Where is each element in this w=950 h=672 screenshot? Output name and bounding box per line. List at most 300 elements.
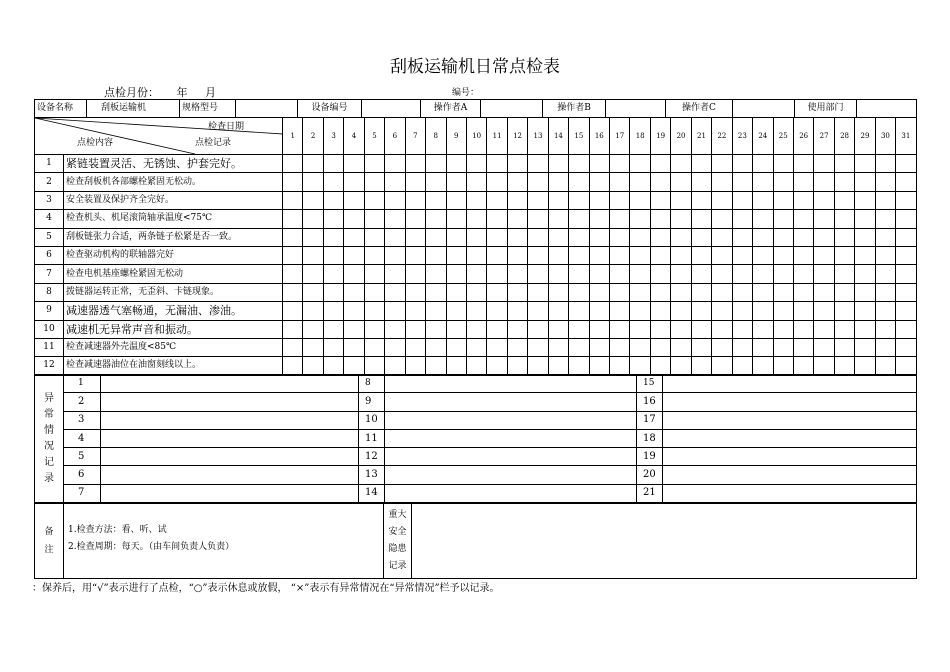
check-cell[interactable] [405, 283, 425, 301]
check-cell[interactable] [630, 320, 650, 338]
check-cell[interactable] [896, 302, 916, 320]
check-cell[interactable] [569, 320, 589, 338]
check-cell[interactable] [405, 228, 425, 246]
check-cell[interactable] [875, 210, 895, 228]
check-cell[interactable] [385, 265, 405, 283]
abnormal-entry[interactable] [101, 375, 359, 393]
check-cell[interactable] [385, 228, 405, 246]
check-cell[interactable] [855, 283, 875, 301]
check-cell[interactable] [405, 173, 425, 191]
check-cell[interactable] [283, 283, 303, 301]
check-cell[interactable] [855, 228, 875, 246]
check-cell[interactable] [466, 155, 486, 173]
abnormal-entry[interactable] [663, 393, 917, 411]
check-cell[interactable] [793, 338, 813, 356]
check-cell[interactable] [446, 302, 466, 320]
check-cell[interactable] [426, 210, 446, 228]
check-cell[interactable] [426, 173, 446, 191]
check-cell[interactable] [630, 283, 650, 301]
check-cell[interactable] [896, 265, 916, 283]
check-cell[interactable] [589, 228, 609, 246]
abnormal-entry[interactable] [663, 484, 917, 502]
abnormal-entry[interactable] [385, 484, 637, 502]
check-cell[interactable] [732, 173, 752, 191]
check-cell[interactable] [793, 228, 813, 246]
check-cell[interactable] [344, 155, 364, 173]
check-cell[interactable] [834, 283, 854, 301]
check-cell[interactable] [671, 283, 691, 301]
check-cell[interactable] [589, 283, 609, 301]
check-cell[interactable] [630, 210, 650, 228]
abnormal-entry[interactable] [101, 429, 359, 447]
check-cell[interactable] [507, 210, 527, 228]
check-cell[interactable] [548, 320, 568, 338]
check-cell[interactable] [691, 302, 711, 320]
check-cell[interactable] [426, 228, 446, 246]
check-cell[interactable] [466, 173, 486, 191]
check-cell[interactable] [323, 155, 343, 173]
check-cell[interactable] [487, 302, 507, 320]
check-cell[interactable] [426, 357, 446, 375]
check-cell[interactable] [507, 228, 527, 246]
check-cell[interactable] [610, 191, 630, 209]
abnormal-entry[interactable] [385, 448, 637, 466]
check-cell[interactable] [548, 210, 568, 228]
check-cell[interactable] [834, 357, 854, 375]
check-cell[interactable] [405, 210, 425, 228]
check-cell[interactable] [283, 302, 303, 320]
check-cell[interactable] [630, 357, 650, 375]
check-cell[interactable] [364, 265, 384, 283]
check-cell[interactable] [712, 191, 732, 209]
check-cell[interactable] [487, 155, 507, 173]
check-cell[interactable] [712, 283, 732, 301]
check-cell[interactable] [712, 302, 732, 320]
check-cell[interactable] [834, 155, 854, 173]
check-cell[interactable] [405, 320, 425, 338]
abnormal-entry[interactable] [663, 375, 917, 393]
check-cell[interactable] [528, 155, 548, 173]
check-cell[interactable] [855, 357, 875, 375]
check-cell[interactable] [446, 320, 466, 338]
check-cell[interactable] [303, 338, 323, 356]
check-cell[interactable] [753, 357, 773, 375]
check-cell[interactable] [507, 246, 527, 264]
check-cell[interactable] [875, 173, 895, 191]
abnormal-entry[interactable] [663, 466, 917, 484]
check-cell[interactable] [875, 357, 895, 375]
check-cell[interactable] [712, 246, 732, 264]
check-cell[interactable] [610, 320, 630, 338]
check-cell[interactable] [855, 302, 875, 320]
check-cell[interactable] [364, 283, 384, 301]
check-cell[interactable] [793, 357, 813, 375]
check-cell[interactable] [426, 338, 446, 356]
check-cell[interactable] [507, 155, 527, 173]
check-cell[interactable] [344, 357, 364, 375]
check-cell[interactable] [344, 320, 364, 338]
check-cell[interactable] [773, 338, 793, 356]
check-cell[interactable] [323, 283, 343, 301]
department-value[interactable] [857, 100, 917, 118]
check-cell[interactable] [896, 155, 916, 173]
operator-a-value[interactable] [481, 100, 543, 118]
check-cell[interactable] [528, 210, 548, 228]
check-cell[interactable] [528, 283, 548, 301]
check-cell[interactable] [896, 173, 916, 191]
check-cell[interactable] [385, 210, 405, 228]
check-cell[interactable] [364, 246, 384, 264]
check-cell[interactable] [650, 283, 670, 301]
check-cell[interactable] [589, 173, 609, 191]
check-cell[interactable] [834, 320, 854, 338]
check-cell[interactable] [650, 246, 670, 264]
check-cell[interactable] [364, 210, 384, 228]
check-cell[interactable] [303, 357, 323, 375]
check-cell[interactable] [589, 320, 609, 338]
check-cell[interactable] [323, 320, 343, 338]
check-cell[interactable] [732, 283, 752, 301]
check-cell[interactable] [814, 228, 834, 246]
check-cell[interactable] [569, 283, 589, 301]
check-cell[interactable] [834, 228, 854, 246]
check-cell[interactable] [487, 173, 507, 191]
model-value[interactable] [236, 100, 298, 118]
check-cell[interactable] [446, 228, 466, 246]
check-cell[interactable] [773, 302, 793, 320]
check-cell[interactable] [589, 191, 609, 209]
check-cell[interactable] [446, 173, 466, 191]
check-cell[interactable] [732, 338, 752, 356]
check-cell[interactable] [834, 173, 854, 191]
check-cell[interactable] [364, 191, 384, 209]
check-cell[interactable] [569, 173, 589, 191]
check-cell[interactable] [323, 173, 343, 191]
check-cell[interactable] [834, 338, 854, 356]
check-cell[interactable] [753, 210, 773, 228]
check-cell[interactable] [344, 338, 364, 356]
check-cell[interactable] [446, 357, 466, 375]
check-cell[interactable] [753, 283, 773, 301]
check-cell[interactable] [896, 283, 916, 301]
check-cell[interactable] [650, 155, 670, 173]
check-cell[interactable] [426, 265, 446, 283]
check-cell[interactable] [671, 210, 691, 228]
check-cell[interactable] [446, 265, 466, 283]
check-cell[interactable] [671, 357, 691, 375]
check-cell[interactable] [712, 265, 732, 283]
check-cell[interactable] [610, 228, 630, 246]
check-cell[interactable] [507, 265, 527, 283]
check-cell[interactable] [753, 173, 773, 191]
abnormal-entry[interactable] [101, 411, 359, 429]
check-cell[interactable] [610, 210, 630, 228]
check-cell[interactable] [753, 155, 773, 173]
check-cell[interactable] [650, 265, 670, 283]
check-cell[interactable] [385, 357, 405, 375]
check-cell[interactable] [650, 320, 670, 338]
check-cell[interactable] [405, 155, 425, 173]
check-cell[interactable] [569, 357, 589, 375]
check-cell[interactable] [303, 191, 323, 209]
check-cell[interactable] [466, 320, 486, 338]
check-cell[interactable] [528, 228, 548, 246]
check-cell[interactable] [896, 228, 916, 246]
check-cell[interactable] [753, 265, 773, 283]
check-cell[interactable] [589, 357, 609, 375]
check-cell[interactable] [671, 228, 691, 246]
check-cell[interactable] [855, 191, 875, 209]
abnormal-entry[interactable] [663, 429, 917, 447]
check-cell[interactable] [732, 357, 752, 375]
check-cell[interactable] [773, 228, 793, 246]
major-hazard-record[interactable] [412, 504, 917, 579]
check-cell[interactable] [610, 155, 630, 173]
check-cell[interactable] [589, 210, 609, 228]
check-cell[interactable] [303, 283, 323, 301]
check-cell[interactable] [303, 210, 323, 228]
check-cell[interactable] [283, 338, 303, 356]
check-cell[interactable] [773, 357, 793, 375]
check-cell[interactable] [875, 191, 895, 209]
abnormal-entry[interactable] [101, 448, 359, 466]
check-cell[interactable] [323, 357, 343, 375]
check-cell[interactable] [283, 265, 303, 283]
check-cell[interactable] [528, 357, 548, 375]
check-cell[interactable] [814, 283, 834, 301]
check-cell[interactable] [283, 191, 303, 209]
check-cell[interactable] [671, 302, 691, 320]
check-cell[interactable] [773, 320, 793, 338]
check-cell[interactable] [834, 191, 854, 209]
check-cell[interactable] [283, 357, 303, 375]
check-cell[interactable] [487, 357, 507, 375]
equipment-no-value[interactable] [362, 100, 421, 118]
check-cell[interactable] [323, 246, 343, 264]
check-cell[interactable] [303, 302, 323, 320]
check-cell[interactable] [712, 320, 732, 338]
check-cell[interactable] [344, 302, 364, 320]
check-cell[interactable] [589, 302, 609, 320]
check-cell[interactable] [753, 228, 773, 246]
check-cell[interactable] [793, 283, 813, 301]
check-cell[interactable] [548, 283, 568, 301]
check-cell[interactable] [569, 210, 589, 228]
check-cell[interactable] [773, 173, 793, 191]
check-cell[interactable] [630, 265, 650, 283]
check-cell[interactable] [385, 155, 405, 173]
check-cell[interactable] [344, 210, 364, 228]
check-cell[interactable] [344, 283, 364, 301]
check-cell[interactable] [630, 155, 650, 173]
check-cell[interactable] [875, 320, 895, 338]
check-cell[interactable] [385, 191, 405, 209]
check-cell[interactable] [753, 320, 773, 338]
check-cell[interactable] [405, 246, 425, 264]
check-cell[interactable] [548, 155, 568, 173]
check-cell[interactable] [814, 320, 834, 338]
check-cell[interactable] [385, 302, 405, 320]
check-cell[interactable] [569, 228, 589, 246]
check-cell[interactable] [650, 302, 670, 320]
check-cell[interactable] [405, 302, 425, 320]
check-cell[interactable] [589, 338, 609, 356]
check-cell[interactable] [630, 173, 650, 191]
check-cell[interactable] [344, 265, 364, 283]
check-cell[interactable] [405, 191, 425, 209]
check-cell[interactable] [446, 210, 466, 228]
check-cell[interactable] [385, 173, 405, 191]
check-cell[interactable] [834, 265, 854, 283]
check-cell[interactable] [691, 338, 711, 356]
check-cell[interactable] [426, 191, 446, 209]
check-cell[interactable] [875, 246, 895, 264]
check-cell[interactable] [671, 338, 691, 356]
check-cell[interactable] [487, 210, 507, 228]
check-cell[interactable] [507, 338, 527, 356]
check-cell[interactable] [650, 173, 670, 191]
check-cell[interactable] [855, 320, 875, 338]
check-cell[interactable] [814, 210, 834, 228]
check-cell[interactable] [589, 265, 609, 283]
check-cell[interactable] [712, 338, 732, 356]
check-cell[interactable] [793, 246, 813, 264]
check-cell[interactable] [671, 265, 691, 283]
check-cell[interactable] [610, 302, 630, 320]
check-cell[interactable] [569, 246, 589, 264]
check-cell[interactable] [364, 320, 384, 338]
check-cell[interactable] [466, 302, 486, 320]
operator-b-value[interactable] [606, 100, 666, 118]
check-cell[interactable] [426, 246, 446, 264]
check-cell[interactable] [303, 265, 323, 283]
check-cell[interactable] [855, 265, 875, 283]
check-cell[interactable] [691, 320, 711, 338]
check-cell[interactable] [712, 173, 732, 191]
check-cell[interactable] [732, 155, 752, 173]
check-cell[interactable] [569, 338, 589, 356]
check-cell[interactable] [732, 246, 752, 264]
check-cell[interactable] [691, 283, 711, 301]
check-cell[interactable] [323, 265, 343, 283]
check-cell[interactable] [507, 320, 527, 338]
check-cell[interactable] [466, 338, 486, 356]
check-cell[interactable] [671, 320, 691, 338]
check-cell[interactable] [487, 265, 507, 283]
check-cell[interactable] [773, 191, 793, 209]
check-cell[interactable] [691, 173, 711, 191]
check-cell[interactable] [650, 357, 670, 375]
check-cell[interactable] [691, 357, 711, 375]
check-cell[interactable] [630, 191, 650, 209]
abnormal-entry[interactable] [385, 429, 637, 447]
check-cell[interactable] [487, 228, 507, 246]
check-cell[interactable] [610, 283, 630, 301]
check-cell[interactable] [610, 246, 630, 264]
abnormal-entry[interactable] [663, 448, 917, 466]
check-cell[interactable] [548, 338, 568, 356]
check-cell[interactable] [283, 228, 303, 246]
check-cell[interactable] [528, 265, 548, 283]
check-cell[interactable] [814, 357, 834, 375]
check-cell[interactable] [650, 191, 670, 209]
check-cell[interactable] [466, 228, 486, 246]
check-cell[interactable] [385, 320, 405, 338]
check-cell[interactable] [528, 246, 548, 264]
check-cell[interactable] [875, 265, 895, 283]
check-cell[interactable] [855, 173, 875, 191]
check-cell[interactable] [385, 283, 405, 301]
check-cell[interactable] [589, 155, 609, 173]
check-cell[interactable] [793, 265, 813, 283]
check-cell[interactable] [303, 228, 323, 246]
check-cell[interactable] [814, 173, 834, 191]
check-cell[interactable] [344, 173, 364, 191]
check-cell[interactable] [364, 155, 384, 173]
check-cell[interactable] [487, 191, 507, 209]
check-cell[interactable] [875, 228, 895, 246]
check-cell[interactable] [896, 338, 916, 356]
check-cell[interactable] [630, 338, 650, 356]
check-cell[interactable] [323, 228, 343, 246]
check-cell[interactable] [364, 357, 384, 375]
check-cell[interactable] [732, 191, 752, 209]
check-cell[interactable] [691, 265, 711, 283]
check-cell[interactable] [426, 283, 446, 301]
check-cell[interactable] [364, 228, 384, 246]
check-cell[interactable] [753, 302, 773, 320]
check-cell[interactable] [466, 357, 486, 375]
check-cell[interactable] [793, 155, 813, 173]
check-cell[interactable] [896, 320, 916, 338]
check-cell[interactable] [773, 210, 793, 228]
check-cell[interactable] [834, 302, 854, 320]
check-cell[interactable] [814, 265, 834, 283]
check-cell[interactable] [793, 302, 813, 320]
check-cell[interactable] [283, 246, 303, 264]
check-cell[interactable] [507, 173, 527, 191]
check-cell[interactable] [364, 173, 384, 191]
check-cell[interactable] [487, 246, 507, 264]
check-cell[interactable] [528, 173, 548, 191]
check-cell[interactable] [712, 228, 732, 246]
check-cell[interactable] [344, 228, 364, 246]
check-cell[interactable] [507, 357, 527, 375]
check-cell[interactable] [712, 210, 732, 228]
check-cell[interactable] [732, 320, 752, 338]
check-cell[interactable] [753, 338, 773, 356]
check-cell[interactable] [323, 302, 343, 320]
check-cell[interactable] [283, 173, 303, 191]
check-cell[interactable] [753, 191, 773, 209]
check-cell[interactable] [855, 338, 875, 356]
check-cell[interactable] [691, 210, 711, 228]
check-cell[interactable] [650, 210, 670, 228]
check-cell[interactable] [855, 210, 875, 228]
check-cell[interactable] [548, 265, 568, 283]
check-cell[interactable] [671, 173, 691, 191]
check-cell[interactable] [691, 228, 711, 246]
check-cell[interactable] [446, 246, 466, 264]
check-cell[interactable] [814, 191, 834, 209]
check-cell[interactable] [650, 228, 670, 246]
check-cell[interactable] [896, 191, 916, 209]
check-cell[interactable] [528, 302, 548, 320]
check-cell[interactable] [507, 283, 527, 301]
check-cell[interactable] [793, 191, 813, 209]
check-cell[interactable] [507, 191, 527, 209]
check-cell[interactable] [793, 320, 813, 338]
